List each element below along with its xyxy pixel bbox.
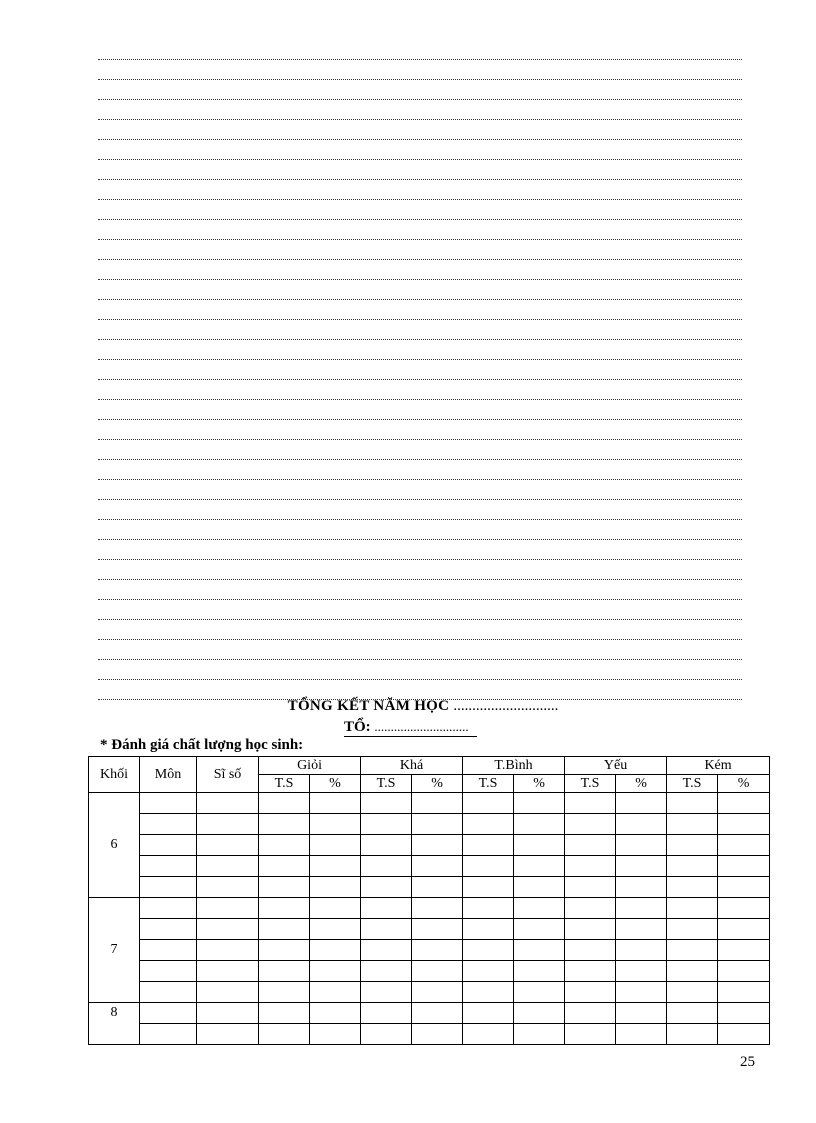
empty-cell: [616, 814, 667, 835]
empty-cell: [463, 919, 514, 940]
empty-cell: [616, 1024, 667, 1045]
empty-cell: [361, 814, 412, 835]
department-line: [344, 718, 477, 737]
empty-cell: [718, 814, 770, 835]
empty-cell: [197, 919, 259, 940]
dotted-line: [98, 280, 742, 300]
empty-cell: [718, 856, 770, 877]
dotted-line: [98, 420, 742, 440]
khoi-cell: 7: [89, 898, 140, 1003]
empty-cell: [616, 982, 667, 1003]
empty-cell: [310, 961, 361, 982]
section-label: * Đánh giá chất lượng học sinh:: [100, 737, 304, 753]
empty-cell: [361, 835, 412, 856]
dotted-line: [98, 40, 742, 60]
empty-cell: [310, 1024, 361, 1045]
empty-cell: [197, 793, 259, 814]
empty-cell: [616, 877, 667, 898]
header-mon: Môn: [140, 757, 197, 793]
dotted-line: [98, 240, 742, 260]
table-row: [89, 814, 770, 835]
empty-cell: [310, 898, 361, 919]
empty-cell: [667, 793, 718, 814]
dotted-line: [98, 320, 742, 340]
empty-cell: [463, 877, 514, 898]
empty-cell: [616, 919, 667, 940]
empty-cell: [565, 814, 616, 835]
empty-cell: [718, 1003, 770, 1024]
sub-header-ts: T.S: [667, 775, 718, 793]
empty-cell: [259, 982, 310, 1003]
dotted-line: [98, 140, 742, 160]
table-row: [89, 898, 770, 919]
empty-cell: [310, 1003, 361, 1024]
empty-cell: [667, 898, 718, 919]
empty-cell: [565, 919, 616, 940]
empty-cell: [514, 835, 565, 856]
empty-cell: [310, 835, 361, 856]
dotted-line: [98, 440, 742, 460]
table-row: [89, 1003, 770, 1024]
khoi-cell: 8: [89, 1003, 140, 1045]
empty-cell: [718, 898, 770, 919]
empty-cell: [616, 1003, 667, 1024]
dotted-line: [98, 680, 742, 700]
empty-cell: [412, 982, 463, 1003]
empty-cell: [514, 898, 565, 919]
dotted-line: [98, 300, 742, 320]
empty-cell: [412, 961, 463, 982]
empty-cell: [667, 961, 718, 982]
empty-cell: [514, 982, 565, 1003]
empty-cell: [259, 919, 310, 940]
dotted-line: [98, 520, 742, 540]
empty-cell: [197, 814, 259, 835]
empty-cell: [310, 919, 361, 940]
empty-cell: [361, 793, 412, 814]
dotted-line: [98, 480, 742, 500]
empty-cell: [412, 1003, 463, 1024]
empty-cell: [565, 1003, 616, 1024]
student-quality-table: [88, 756, 770, 1045]
empty-cell: [667, 919, 718, 940]
dotted-line: [98, 640, 742, 660]
empty-cell: [310, 877, 361, 898]
empty-cell: [259, 835, 310, 856]
dotted-line: [98, 120, 742, 140]
empty-cell: [197, 877, 259, 898]
dotted-line: [98, 180, 742, 200]
empty-cell: [361, 961, 412, 982]
dotted-writing-lines: [98, 40, 742, 700]
empty-cell: [140, 898, 197, 919]
table-body: [89, 793, 770, 1045]
summary-title: [0, 698, 816, 715]
empty-cell: [412, 1024, 463, 1045]
empty-cell: [667, 982, 718, 1003]
empty-cell: [197, 856, 259, 877]
empty-cell: [412, 856, 463, 877]
dotted-line: [98, 540, 742, 560]
dotted-line: [98, 200, 742, 220]
empty-cell: [463, 856, 514, 877]
dotted-line: [98, 460, 742, 480]
empty-cell: [412, 814, 463, 835]
empty-cell: [667, 1024, 718, 1045]
empty-cell: [514, 940, 565, 961]
empty-cell: [514, 877, 565, 898]
table-row: [89, 793, 770, 814]
empty-cell: [718, 961, 770, 982]
empty-cell: [667, 814, 718, 835]
table-row: [89, 1024, 770, 1045]
empty-cell: [514, 1024, 565, 1045]
dotted-line: [98, 360, 742, 380]
sub-header-ts: T.S: [463, 775, 514, 793]
empty-cell: [718, 877, 770, 898]
empty-cell: [718, 940, 770, 961]
empty-cell: [140, 814, 197, 835]
khoi-cell: 6: [89, 793, 140, 898]
empty-cell: [412, 877, 463, 898]
header-kem: Kém: [667, 757, 770, 775]
empty-cell: [259, 961, 310, 982]
department-dots: .............................: [374, 719, 469, 734]
empty-cell: [197, 961, 259, 982]
empty-cell: [259, 1024, 310, 1045]
dotted-line: [98, 60, 742, 80]
sub-header-pct: %: [514, 775, 565, 793]
empty-cell: [259, 877, 310, 898]
table-row: [89, 982, 770, 1003]
dotted-line: [98, 400, 742, 420]
empty-cell: [140, 1024, 197, 1045]
summary-title-dots: ............................: [453, 698, 559, 714]
empty-cell: [718, 1024, 770, 1045]
empty-cell: [259, 940, 310, 961]
empty-cell: [514, 961, 565, 982]
empty-cell: [361, 898, 412, 919]
empty-cell: [565, 961, 616, 982]
empty-cell: [565, 982, 616, 1003]
empty-cell: [259, 898, 310, 919]
empty-cell: [616, 856, 667, 877]
empty-cell: [412, 919, 463, 940]
table-row: [89, 961, 770, 982]
empty-cell: [140, 1003, 197, 1024]
empty-cell: [514, 1003, 565, 1024]
dotted-line: [98, 620, 742, 640]
empty-cell: [565, 877, 616, 898]
sub-header-pct: %: [718, 775, 770, 793]
dotted-line: [98, 260, 742, 280]
empty-cell: [463, 793, 514, 814]
empty-cell: [361, 856, 412, 877]
empty-cell: [197, 898, 259, 919]
table-row: [89, 919, 770, 940]
empty-cell: [616, 940, 667, 961]
table-row: [89, 835, 770, 856]
empty-cell: [361, 982, 412, 1003]
dotted-line: [98, 160, 742, 180]
empty-cell: [565, 835, 616, 856]
empty-cell: [463, 982, 514, 1003]
empty-cell: [514, 814, 565, 835]
empty-cell: [197, 940, 259, 961]
empty-cell: [565, 856, 616, 877]
sub-header-ts: T.S: [259, 775, 310, 793]
empty-cell: [667, 1003, 718, 1024]
sub-header-ts: T.S: [565, 775, 616, 793]
empty-cell: [616, 898, 667, 919]
empty-cell: [463, 961, 514, 982]
page-number: 25: [740, 1054, 755, 1070]
empty-cell: [667, 835, 718, 856]
empty-cell: [463, 940, 514, 961]
table-row: [89, 856, 770, 877]
dotted-line: [98, 580, 742, 600]
empty-cell: [463, 835, 514, 856]
dotted-line: [98, 560, 742, 580]
empty-cell: [310, 856, 361, 877]
dotted-line: [98, 660, 742, 680]
empty-cell: [514, 793, 565, 814]
sub-header-ts: T.S: [361, 775, 412, 793]
empty-cell: [197, 835, 259, 856]
empty-cell: [667, 940, 718, 961]
empty-cell: [310, 940, 361, 961]
empty-cell: [361, 1024, 412, 1045]
empty-cell: [718, 919, 770, 940]
dotted-line: [98, 80, 742, 100]
empty-cell: [514, 856, 565, 877]
empty-cell: [361, 1003, 412, 1024]
empty-cell: [140, 919, 197, 940]
empty-cell: [197, 982, 259, 1003]
empty-cell: [718, 793, 770, 814]
dotted-line: [98, 340, 742, 360]
sub-header-pct: %: [616, 775, 667, 793]
empty-cell: [140, 877, 197, 898]
empty-cell: [565, 793, 616, 814]
header-si-so: Sĩ số: [197, 757, 259, 793]
empty-cell: [463, 1003, 514, 1024]
sub-header-pct: %: [412, 775, 463, 793]
empty-cell: [463, 1024, 514, 1045]
header-yeu: Yếu: [565, 757, 667, 775]
empty-cell: [197, 1003, 259, 1024]
empty-cell: [310, 793, 361, 814]
empty-cell: [616, 961, 667, 982]
empty-cell: [667, 877, 718, 898]
empty-cell: [140, 793, 197, 814]
table-row: [89, 940, 770, 961]
empty-cell: [140, 856, 197, 877]
empty-cell: [361, 919, 412, 940]
empty-cell: [310, 982, 361, 1003]
empty-cell: [140, 982, 197, 1003]
empty-cell: [412, 793, 463, 814]
empty-cell: [259, 856, 310, 877]
empty-cell: [412, 940, 463, 961]
empty-cell: [310, 814, 361, 835]
empty-cell: [140, 940, 197, 961]
empty-cell: [463, 898, 514, 919]
empty-cell: [616, 835, 667, 856]
empty-cell: [616, 793, 667, 814]
empty-cell: [197, 1024, 259, 1045]
empty-cell: [565, 1024, 616, 1045]
dotted-line: [98, 380, 742, 400]
dotted-line: [98, 100, 742, 120]
empty-cell: [412, 898, 463, 919]
empty-cell: [140, 961, 197, 982]
sub-header-pct: %: [310, 775, 361, 793]
empty-cell: [361, 940, 412, 961]
dotted-line: [98, 500, 742, 520]
empty-cell: [667, 856, 718, 877]
empty-cell: [259, 793, 310, 814]
header-khoi: Khối: [89, 757, 140, 793]
header-gioi: Giỏi: [259, 757, 361, 775]
empty-cell: [718, 982, 770, 1003]
empty-cell: [412, 835, 463, 856]
empty-cell: [514, 919, 565, 940]
empty-cell: [361, 877, 412, 898]
empty-cell: [463, 814, 514, 835]
table-row: [89, 877, 770, 898]
empty-cell: [718, 835, 770, 856]
empty-cell: [259, 1003, 310, 1024]
empty-cell: [565, 940, 616, 961]
dotted-line: [98, 220, 742, 240]
header-tbinh: T.Bình: [463, 757, 565, 775]
empty-cell: [259, 814, 310, 835]
empty-cell: [140, 835, 197, 856]
department-label: TỔ:: [344, 719, 371, 735]
dotted-line: [98, 600, 742, 620]
summary-title-text: TỔNG KẾT NĂM HỌC: [287, 698, 450, 714]
empty-cell: [565, 898, 616, 919]
header-kha: Khá: [361, 757, 463, 775]
